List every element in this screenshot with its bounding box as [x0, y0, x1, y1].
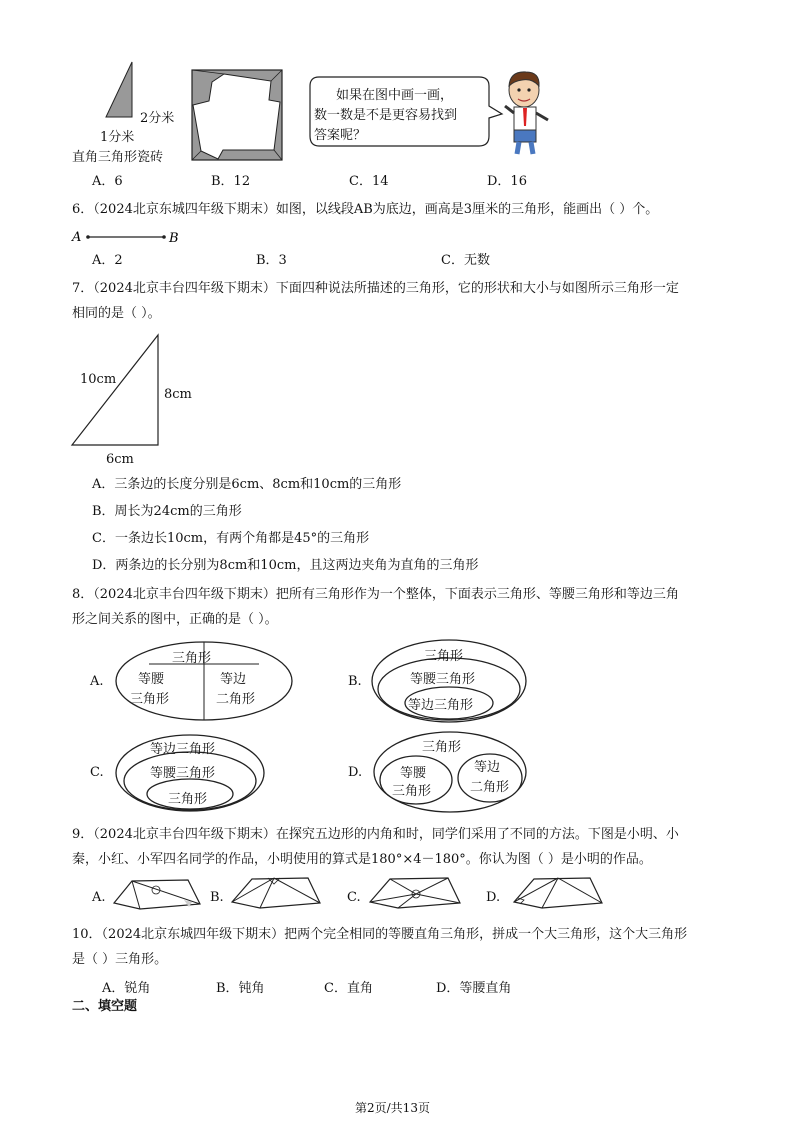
q6-segment-ab — [72, 228, 182, 248]
q7-option-a[interactable]: A．三条边的长度分别是6cm、8cm和10cm的三角形 — [92, 477, 402, 492]
q5-square-tile-figure — [191, 69, 283, 161]
q9-option-b[interactable]: B. — [210, 890, 224, 905]
q8-c-triangle-label: 三角形 — [168, 792, 208, 807]
q7-base-label: 6cm — [106, 452, 134, 467]
section-heading-fill-in: 二、填空题 — [72, 999, 138, 1014]
q7-option-b[interactable]: B．周长为24cm的三角形 — [92, 504, 242, 519]
q9-option-d[interactable]: D. — [486, 890, 501, 905]
q7-option-c[interactable]: C．一条边长10cm，有两个角都是45°的三角形 — [92, 531, 370, 546]
q5-option-c[interactable]: C．14 — [349, 174, 389, 189]
q9-stem-line2: 秦，小红、小军四名同学的作品，小明使用的算式是180°×4－180°。你认为图（ ）是小明的作品。 — [72, 852, 652, 867]
q9-pentagon-b — [230, 874, 322, 912]
q5-bubble-line3: 答案呢？ — [314, 128, 367, 143]
q10-option-b[interactable]: B．钝角 — [216, 981, 265, 996]
q7-stem-line2: 相同的是（ ）。 — [72, 306, 161, 321]
q5-option-a[interactable]: A．6 — [92, 174, 123, 189]
q10-option-c[interactable]: C．直角 — [324, 981, 373, 996]
q8-d-equilateral-label: 等边 — [474, 760, 501, 775]
q5-tri-caption: 直角三角形瓷砖 — [72, 150, 164, 165]
q8-a-isosceles-label: 等腰 — [138, 672, 165, 687]
q8-d-isosceles-label2: 三角形 — [392, 784, 432, 799]
q5-bubble-line1: 如果在图中画一画， — [336, 88, 454, 103]
q8-d-triangle-label: 三角形 — [422, 740, 462, 755]
q9-pentagon-a — [112, 876, 202, 912]
q7-hypotenuse-label: 10cm — [80, 372, 117, 387]
q10-option-a[interactable]: A．锐角 — [102, 981, 151, 996]
q10-stem-line2: 是（ ）三角形。 — [72, 952, 168, 967]
q5-bubble-line2: 数一数是不是更容易找到 — [314, 108, 458, 123]
q8-stem-line1: 8．（2024北京丰台四年级下期末）把所有三角形作为一个整体，下面表示三角形、等腰三角形和等边三角 — [72, 587, 679, 602]
q9-option-a[interactable]: A. — [92, 890, 106, 905]
q8-a-triangle-label: 三角形 — [172, 651, 212, 666]
q8-option-d[interactable]: D. — [348, 765, 363, 780]
q9-pentagon-c — [368, 874, 462, 912]
q5-right-triangle-tile — [100, 60, 140, 120]
q9-pentagon-d — [512, 874, 604, 912]
q8-a-equilateral-label2: 二角形 — [216, 692, 256, 707]
q7-right-triangle — [70, 333, 165, 448]
q8-c-isosceles-label: 等腰三角形 — [150, 766, 216, 781]
q10-stem-line1: 10．（2024北京东城四年级下期末）把两个完全相同的等腰直角三角形，拼成一个大三角形，这个大三角形 — [72, 927, 688, 942]
page-footer: 第2页/共13页 — [355, 1101, 430, 1115]
q5-tri-base-label: 1分米 — [100, 130, 135, 145]
q8-option-a[interactable]: A. — [90, 674, 104, 689]
q8-b-isosceles-label: 等腰三角形 — [410, 672, 476, 687]
q8-d-equilateral-label2: 二角形 — [470, 780, 510, 795]
q6-stem: 6．（2024北京东城四年级下期末）如图，以线段AB为底边，画高是3厘米的三角形，能画出（ ）个。 — [72, 202, 659, 217]
q8-b-equilateral-label: 等边三角形 — [408, 698, 474, 713]
q6-point-b-label: B — [169, 231, 179, 246]
q6-option-a[interactable]: A．2 — [92, 253, 123, 268]
q9-option-c[interactable]: C. — [347, 890, 361, 905]
q6-option-b[interactable]: B．3 — [256, 253, 287, 268]
q8-b-triangle-label: 三角形 — [424, 649, 464, 664]
q6-option-c[interactable]: C．无数 — [441, 253, 490, 268]
q5-tri-height-label: 2分米 — [140, 111, 175, 126]
q7-stem-line1: 7．（2024北京丰台四年级下期末）下面四种说法所描述的三角形，它的形状和大小与如图所示三角形一定 — [72, 281, 679, 296]
q8-option-c[interactable]: C. — [90, 765, 104, 780]
q8-c-equilateral-label: 等边三角形 — [150, 742, 216, 757]
q8-stem-line2: 形之间关系的图中，正确的是（ ）。 — [72, 612, 278, 627]
q8-option-b[interactable]: B. — [348, 674, 362, 689]
q5-option-d[interactable]: D．16 — [487, 174, 527, 189]
q8-a-equilateral-label: 等边 — [220, 672, 247, 687]
q8-d-isosceles-label: 等腰 — [400, 766, 427, 781]
q8-a-isosceles-label2: 三角形 — [130, 692, 170, 707]
boy-cartoon-image — [502, 68, 552, 158]
q9-stem-line1: 9．（2024北京丰台四年级下期末）在探究五边形的内角和时，同学们采用了不同的方法。下图是小明、小 — [72, 827, 679, 842]
q5-option-b[interactable]: B．12 — [211, 174, 251, 189]
q6-point-a-label: A — [72, 230, 82, 245]
q7-vertical-label: 8cm — [164, 387, 192, 402]
q7-option-d[interactable]: D．两条边的长分别为8cm和10cm，且这两边夹角为直角的三角形 — [92, 558, 479, 573]
q10-option-d[interactable]: D．等腰直角 — [436, 981, 512, 996]
